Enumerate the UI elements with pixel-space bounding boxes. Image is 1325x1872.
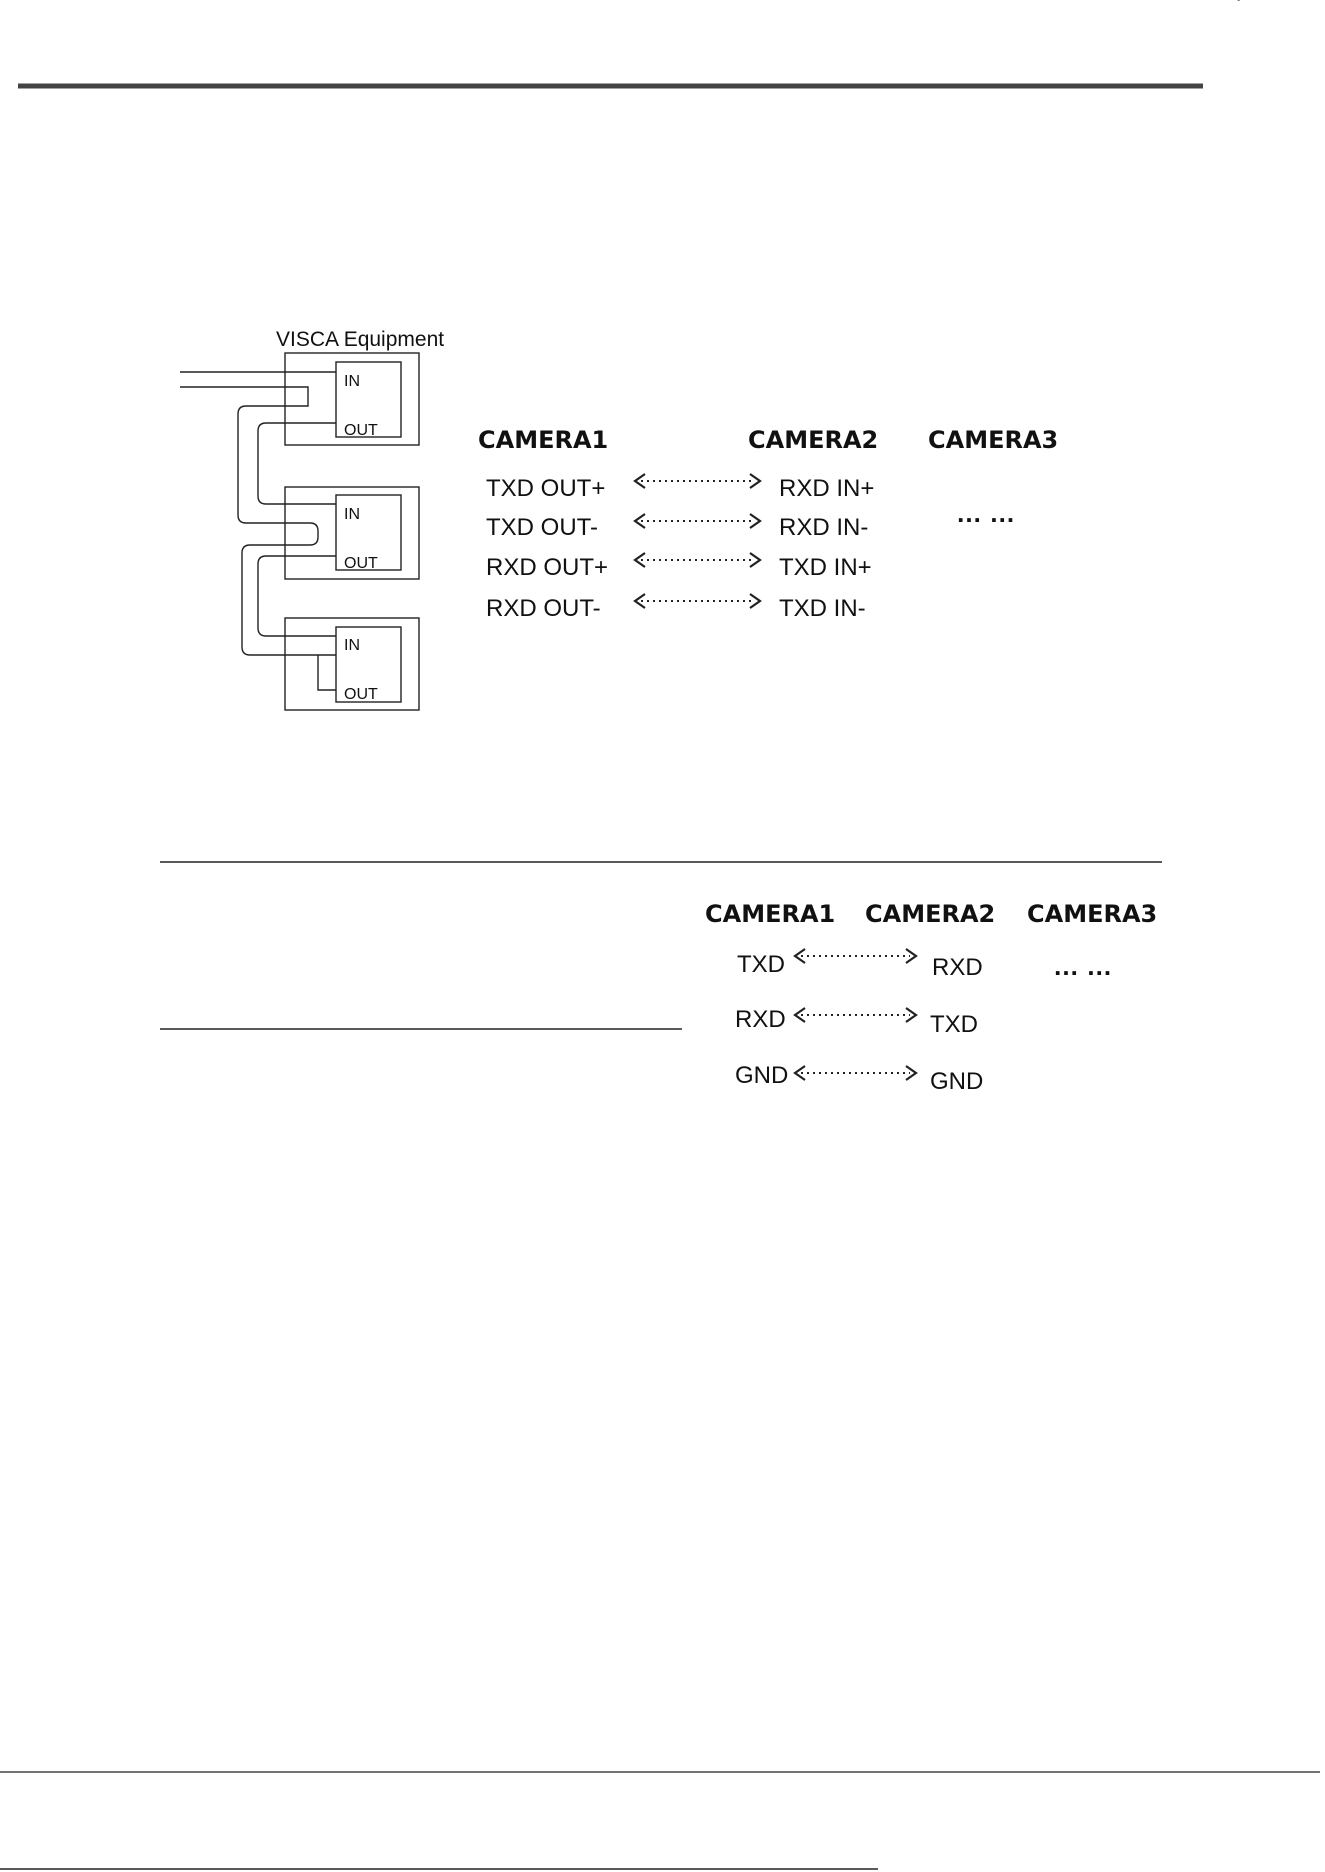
rs232-right-signal: TXD (930, 1011, 978, 1038)
rs232-row (735, 1062, 983, 1095)
unit-out-label: OUT (344, 686, 378, 703)
rs422-row (486, 595, 866, 622)
bidirectional-arrow (635, 514, 760, 528)
rs232-row (735, 1006, 978, 1038)
camera1-header: CAMERA1 (705, 900, 836, 928)
camera3-header: CAMERA3 (1027, 900, 1158, 928)
rs232-arrows (795, 949, 916, 1080)
rs422-right-signal: TXD IN- (779, 595, 866, 622)
rs422-row (486, 475, 874, 502)
unit-in-label: IN (344, 506, 360, 523)
unit-out-label: OUT (344, 555, 378, 572)
camera2-header: CAMERA2 (748, 426, 879, 454)
rs422-left-signal: RXD OUT- (486, 595, 601, 622)
rs422-row (486, 554, 872, 581)
rs232-left-signal: GND (735, 1062, 789, 1089)
bidirectional-arrow (635, 553, 760, 567)
bidirectional-arrow (635, 594, 760, 608)
camera3-ellipsis: … … (956, 498, 1016, 528)
bidirectional-arrow (795, 1066, 916, 1080)
brand-logo-icon (1203, 0, 1274, 1)
rs232-right-signal: RXD (932, 954, 983, 981)
bidirectional-arrow (795, 949, 916, 963)
camera1-header: CAMERA1 (478, 426, 609, 454)
rs422-left-signal: TXD OUT+ (486, 475, 606, 502)
visca-equipment-diagram (180, 328, 444, 710)
rs232-left-signal: RXD (735, 1006, 786, 1033)
bidirectional-arrow (795, 1008, 916, 1022)
rs422-arrows (635, 474, 760, 608)
rs422-connection-diagram (478, 426, 1058, 622)
rs422-right-signal: RXD IN- (779, 514, 869, 541)
visca-unit-3 (285, 618, 419, 710)
rs422-right-signal: TXD IN+ (779, 554, 872, 581)
unit-in-label: IN (344, 373, 360, 390)
rs232-connection-diagram (160, 862, 1162, 1095)
camera2-header: CAMERA2 (865, 900, 996, 928)
rs232-right-signal: GND (930, 1068, 984, 1095)
rs422-row (486, 514, 868, 541)
rs232-row (737, 951, 983, 981)
rs232-left-signal: TXD (737, 951, 785, 978)
visca-unit-1 (285, 353, 419, 445)
visca-unit-2 (285, 487, 419, 579)
rs422-left-signal: TXD OUT- (486, 514, 598, 541)
bidirectional-arrow (635, 474, 760, 488)
unit-in-label: IN (344, 637, 360, 654)
rs422-right-signal: RXD IN+ (779, 475, 875, 502)
camera3-header: CAMERA3 (928, 426, 1059, 454)
daisy-chain-wiring (180, 372, 336, 690)
camera3-ellipsis: … … (1053, 951, 1113, 981)
unit-out-label: OUT (344, 422, 378, 439)
rs422-left-signal: RXD OUT+ (486, 554, 609, 581)
visca-equipment-label: VISCA Equipment (276, 328, 445, 351)
